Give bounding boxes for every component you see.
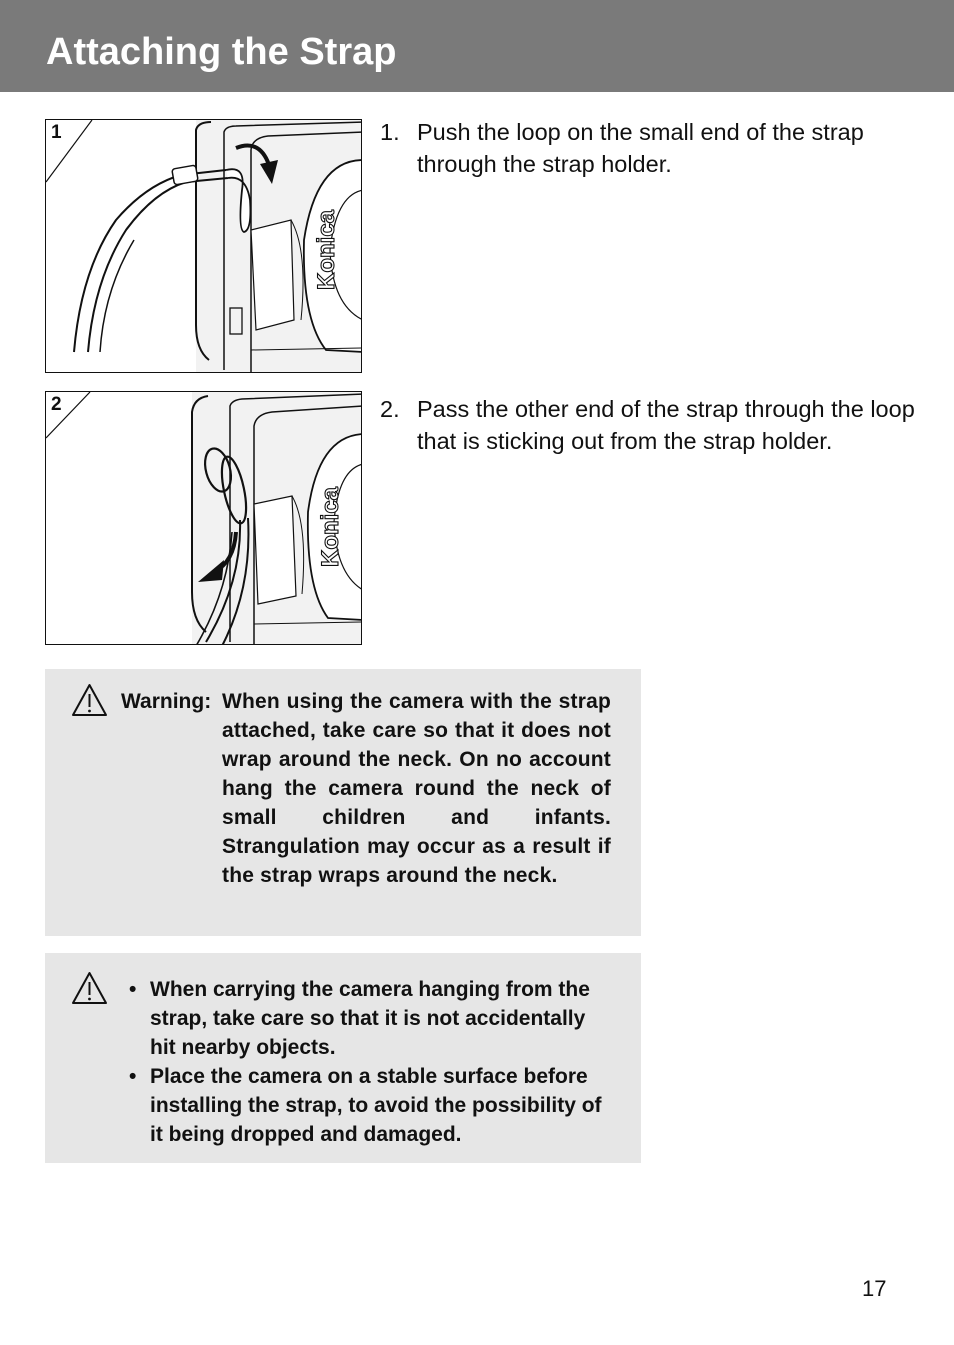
step-2-text: Pass the other end of the strap through the loop that is sticking out from the strap holder. xyxy=(417,396,915,454)
step-2 xyxy=(380,393,920,457)
page-title: Attaching the Strap xyxy=(46,31,397,73)
list-item xyxy=(127,1062,612,1149)
caution-item-text: Place the camera on a stable surface before installing the strap, to avoid the possibility of it being dropped and damaged. xyxy=(150,1065,602,1146)
warning-triangle-icon xyxy=(71,683,108,717)
header-bar xyxy=(0,0,954,92)
warning-box xyxy=(45,669,641,936)
bullet-icon: • xyxy=(129,978,137,1001)
list-item xyxy=(127,975,612,1062)
warning-label: Warning: xyxy=(121,690,212,713)
step-1-text: Push the loop on the small end of the strap through the strap holder. xyxy=(417,119,864,177)
camera-strap-drawing-2 xyxy=(46,392,362,645)
camera-brand-logo-2: Konica xyxy=(317,486,344,567)
bullet-icon: • xyxy=(129,1065,137,1088)
caution-box xyxy=(45,953,641,1163)
camera-strap-drawing-1 xyxy=(46,120,362,373)
page-number: 17 xyxy=(862,1276,887,1301)
step-2-number: 2. xyxy=(380,396,400,422)
step-1-number: 1. xyxy=(380,119,400,145)
camera-brand-logo-1: Konica xyxy=(313,209,340,290)
caution-list xyxy=(127,975,612,1149)
step-1 xyxy=(380,116,920,180)
caution-item-text: When carrying the camera hanging from the strap, take care so that it is not accidentally hit nearby objects. xyxy=(150,978,590,1059)
figure-2-illustration xyxy=(45,391,362,645)
figure-1-illustration xyxy=(45,119,362,373)
warning-text: When using the camera with the strap attached, take care so that it does not wrap around the neck. On no account hang the camera round the neck of small children and infants. Strangulation may occur as a result if the strap wraps around the neck. xyxy=(222,690,611,887)
figure-1-number: 1 xyxy=(51,122,62,143)
figure-2-number: 2 xyxy=(51,394,62,415)
warning-triangle-icon xyxy=(71,971,108,1005)
